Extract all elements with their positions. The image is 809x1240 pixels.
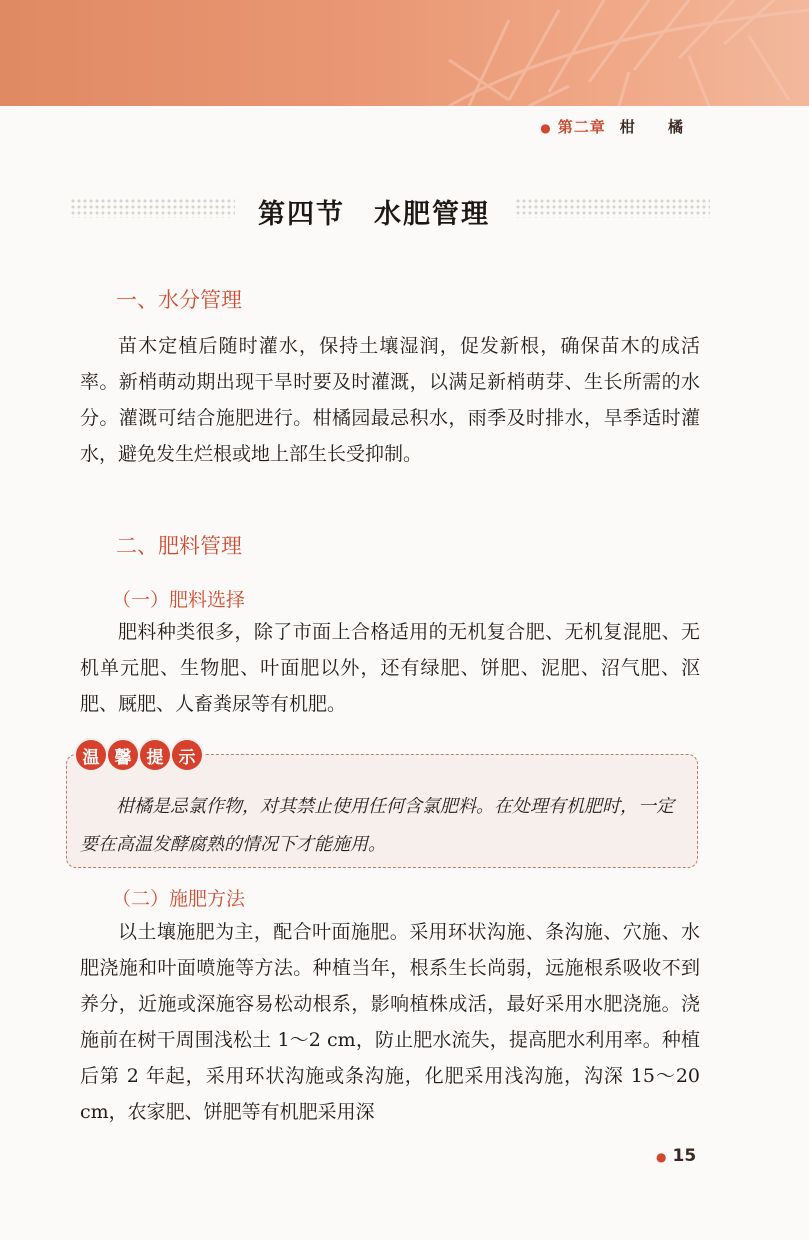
paragraph-fertilization-method: 以土壤施肥为主，配合叶面施肥。采用环状沟施、条沟施、穴施、水肥浇施和叶面喷施等方法。种植当年，根系生长尚弱，远施根系吸收不到养分，近施或深施容易松动根系，影响植株成活，最好采用水肥浇施。浇施前在树干周围浅松土 1～2 cm，防止肥水流失，提高肥水利用率。种植后第 2 年起，采用环状沟施或条沟施，化肥采用浅沟施，沟深 15～20 cm，农家肥、饼肥等有机肥采用深	[80, 921, 700, 1123]
dot-pattern-right	[515, 198, 710, 218]
heading-fertilization-method: （二）施肥方法	[112, 888, 246, 910]
heading-water-management: 一、水分管理	[116, 288, 242, 312]
subject-label: 柑 橘	[619, 118, 697, 136]
chapter-label: 第二章	[557, 118, 606, 136]
bullet-icon: ●	[656, 1150, 667, 1164]
section-title	[70, 186, 710, 236]
palm-leaf-decoration	[389, 0, 809, 106]
paragraph-water-management: 苗木定植后随时灌水，保持土壤湿润，促发新根，确保苗木的成活率。新梢萌动期出现干旱时要及时灌溉，以满足新梢萌芽、生长所需的水分。灌溉可结合施肥进行。柑橘园最忌积水，雨季及时排水，旱季适时灌水，避免发生烂根或地上部生长受抑制。	[80, 335, 700, 465]
section-title-text: 第四节 水肥管理	[258, 199, 490, 230]
heading-fertilizer-selection: （一）肥料选择	[112, 589, 246, 611]
header-banner	[0, 0, 809, 106]
page-number	[656, 1146, 696, 1166]
tip-label	[76, 740, 202, 770]
tip-label-char: 馨	[108, 740, 138, 770]
running-head	[540, 116, 697, 137]
bullet-icon: ●	[540, 121, 552, 135]
tip-label-char: 提	[140, 740, 170, 770]
page-number-text: 15	[672, 1146, 697, 1166]
tip-label-char: 示	[172, 740, 202, 770]
heading-fertilizer-management: 二、肥料管理	[116, 534, 242, 558]
dot-pattern-left	[70, 198, 235, 218]
tip-text: 柑橘是忌氯作物，对其禁止使用任何含氯肥料。在处理有机肥时，一定要在高温发酵腐熟的情况下才能施用。	[80, 796, 674, 855]
tip-label-char: 温	[76, 740, 106, 770]
paragraph-fertilizer-selection: 肥料种类很多，除了市面上合格适用的无机复合肥、无机复混肥、无机单元肥、生物肥、叶面肥以外，还有绿肥、饼肥、泥肥、沼气肥、沤肥、厩肥、人畜粪尿等有机肥。	[80, 621, 700, 715]
